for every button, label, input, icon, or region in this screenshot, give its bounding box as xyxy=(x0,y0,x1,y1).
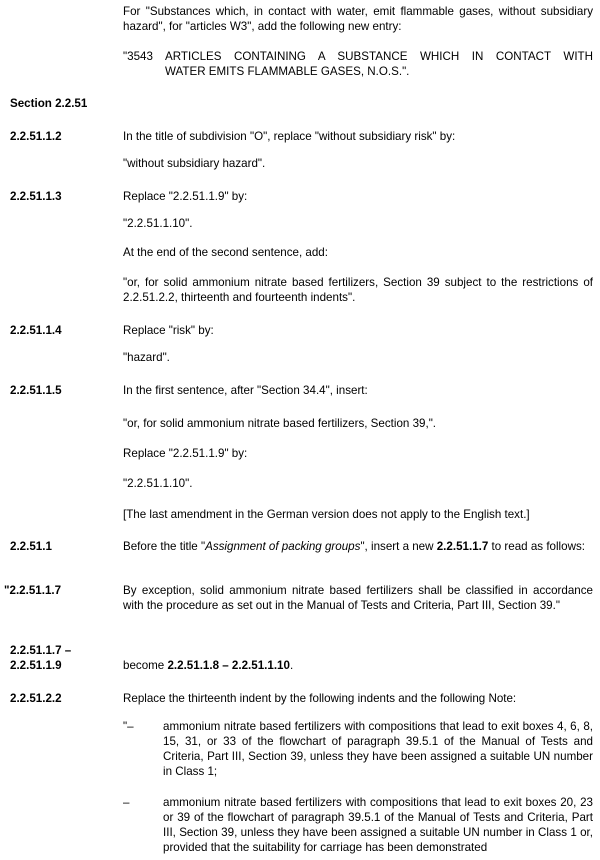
amendment-text-2-2-51-1-5: In the first sentence, after "Section 34.4", insert: xyxy=(123,384,368,397)
text-part: . xyxy=(289,659,294,672)
indent-text: ammonium nitrate based fertilizers with compositions that lead to exit boxes 20, 23 or 39 of the flowchart of paragraph 39.5.1 of the Manual of Tests and Criteria, Part III, Section 39, unless they have been assigned a suitable UN number in Class 1 or, provided that the suitability for carriage has been demonstrated xyxy=(163,796,593,854)
italic-title: Assignment of packing groups xyxy=(205,540,361,553)
text-part: to read as follows: xyxy=(488,540,585,553)
bold-reference: 2.2.51.1.7 xyxy=(436,540,489,553)
entry-number: "3543 xyxy=(123,50,153,63)
renumber-text xyxy=(123,658,593,673)
quoted-replacement: "2.2.51.1.10". xyxy=(123,217,193,230)
quoted-replacement: "hazard". xyxy=(123,351,170,364)
text-part: ", insert a new xyxy=(360,540,437,553)
amendment-label-2-2-51-1-2: 2.2.51.1.2 xyxy=(10,130,62,143)
new-paragraph-text: By exception, solid ammonium nitrate based fertilizers shall be classified in accordance with the procedure as set out in the Manual of Tests and Criteria, Part III, Section 39." xyxy=(123,584,593,612)
bold-reference: 2.2.51.1.8 – 2.2.51.1.10 xyxy=(167,659,290,672)
amendment-label-2-2-51-1-3: 2.2.51.1.3 xyxy=(10,190,62,203)
text-part: Before the title " xyxy=(123,540,206,553)
amendment-label-2-2-51-1-4: 2.2.51.1.4 xyxy=(10,324,62,337)
instruction-text: At the end of the second sentence, add: xyxy=(123,246,328,259)
amendment-text-2-2-51-1-4: Replace "risk" by: xyxy=(123,324,214,337)
text-part: become xyxy=(123,659,168,672)
section-heading: Section 2.2.51 xyxy=(10,97,88,110)
amendment-text-2-2-51-1-3: Replace "2.2.51.1.9" by: xyxy=(123,190,248,203)
amendment-text-2-2-51-2-2: Replace the thirteenth indent by the following indents and the following Note: xyxy=(123,692,517,705)
quoted-addition: "or, for solid ammonium nitrate based fertilizers, Section 39 subject to the restrictions of 2.2.51.2.2, thirteenth and fourteenth indents". xyxy=(123,276,593,304)
entry-name-line2: WATER EMITS FLAMMABLE GASES, N.O.S.". xyxy=(165,65,410,78)
quoted-replacement: "2.2.51.1.10". xyxy=(123,477,193,490)
indent-text: ammonium nitrate based fertilizers with compositions that lead to exit boxes 4, 6, 8, 15, 31, or 33 of the flowchart of paragraph 39.5.1 of the Manual of Tests and Criteria, Part III, Section 39, unless they have been assigned a suitable UN number in Class 1; xyxy=(163,720,593,778)
range-start: 2.2.51.1.7 – xyxy=(10,644,72,657)
quoted-replacement: "without subsidiary hazard". xyxy=(123,157,266,170)
range-end: 2.2.51.1.9 xyxy=(10,659,62,672)
amendment-label-range xyxy=(10,643,120,673)
bracket-note: [The last amendment in the German version does not apply to the English text.] xyxy=(123,508,530,521)
intro-paragraph: For "Substances which, in contact with water, emit flammable gases, without subsidiary hazard", for "articles W3", add the following new entry: xyxy=(123,5,593,33)
indent-dash: "– xyxy=(123,720,134,733)
entry-name-line1: ARTICLES CONTAINING A SUBSTANCE WHICH IN CONTACT WITH xyxy=(165,50,593,63)
amendment-label-2-2-51-1: 2.2.51.1 xyxy=(10,540,52,553)
amendment-label-quoted-2-2-51-1-7: "2.2.51.1.7 xyxy=(4,584,62,597)
instruction-text: Replace "2.2.51.1.9" by: xyxy=(123,447,248,460)
amendment-label-2-2-51-2-2: 2.2.51.2.2 xyxy=(10,692,62,705)
amendment-label-2-2-51-1-5: 2.2.51.1.5 xyxy=(10,384,62,397)
amendment-text-2-2-51-1-2: In the title of subdivision "O", replace "without subsidiary risk" by: xyxy=(123,130,456,143)
indent-dash: – xyxy=(123,796,130,809)
amendment-text-2-2-51-1 xyxy=(123,539,593,554)
quoted-insertion: "or, for solid ammonium nitrate based fertilizers, Section 39,". xyxy=(123,417,437,430)
